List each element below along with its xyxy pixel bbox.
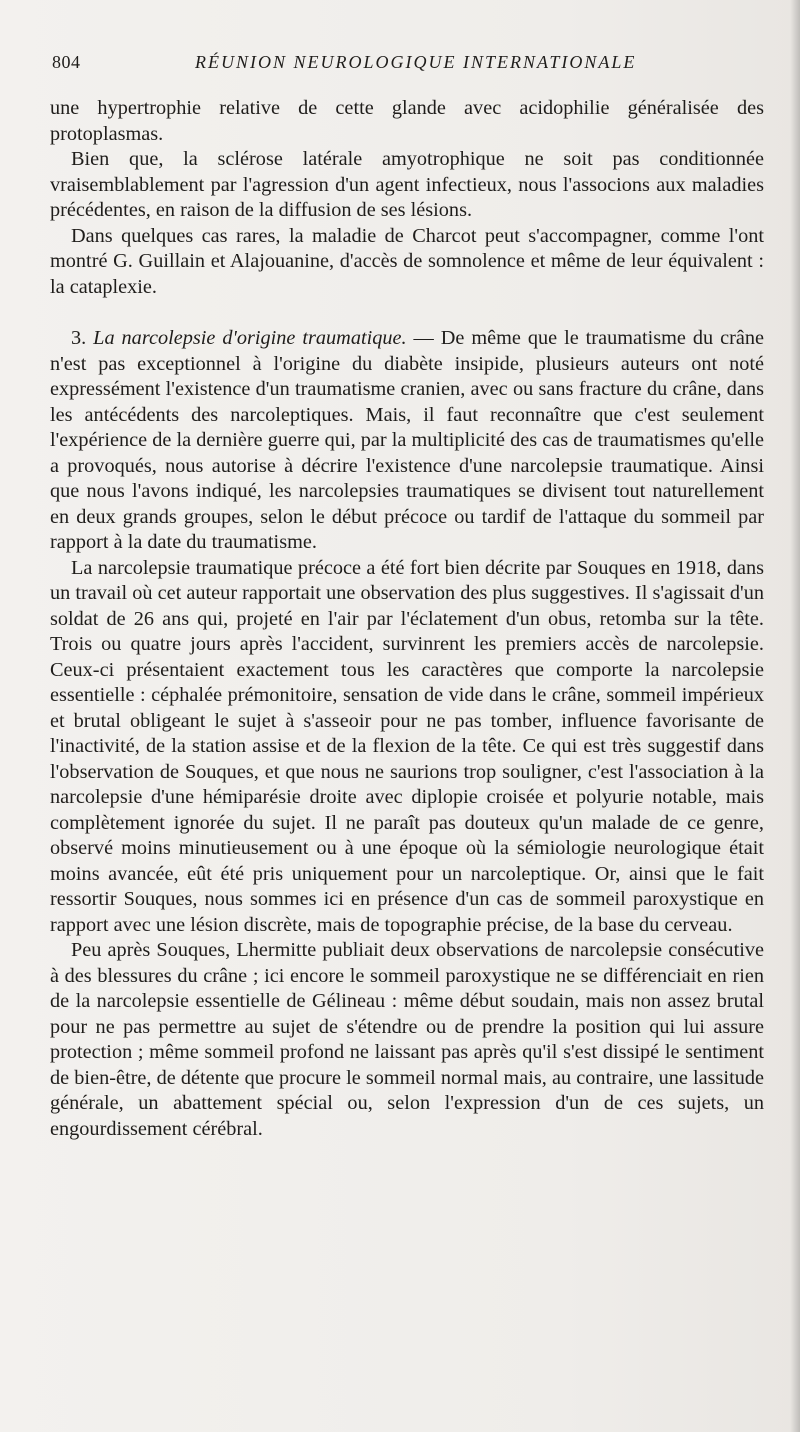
section-number: 3.: [71, 327, 87, 349]
paragraph-5: La narcolepsie traumatique précoce a été fort bien décrite par Souques en 1918, dans un travail où cet auteur rapportait une observation des plus suggestives. Il s'agissait d'un soldat de 26 ans qui, projeté en l'air par l'éclatement d'un obus, retomba sur la tête. Trois ou quatre jours après l'accident, survinrent les premiers accès de narcolepsie. Ceux-ci présentaient exactement tous les caractères que comporte la narcolepsie essentielle : céphalée prémonitoire, sensation de vide dans le crâne, sommeil impérieux et brutal obligeant le sujet à s'asseoir pour ne pas tomber, influence favorisante de l'inactivité, de la station assise et de la flexion de la tête. Ce qui est très suggestif dans l'observation de Souques, et que nous ne saurions trop souligner, c'est l'association à la narcolepsie d'une hémiparésie droite avec diplopie croisée et polyurie notable, mais complètement ignorée du sujet. Il ne paraît pas douteux qu'un malade de ce genre, observé moins minutieusement ou à une époque où la sémiologie neurologique était moins avancée, eût été pris uniquement pour un narcoleptique. Or, ainsi que le fait ressortir Souques, nous sommes ici en présence d'un cas de sommeil paroxystique en rapport avec une lésion discrète, mais de topographie précise, de la base du cerveau.: [50, 556, 764, 936]
body-text: [50, 96, 764, 1142]
section-3-paragraph: [50, 326, 764, 556]
page-header: [50, 52, 764, 88]
page-edge-shadow: [790, 0, 800, 1432]
paragraph-3: Dans quelques cas rares, la maladie de Charcot peut s'accompagner, comme l'ont montré G. Guillain et Alajouanine, d'accès de somnolence et même de leur équivalent : la cataplexie.: [50, 224, 764, 298]
page-number: 804: [52, 52, 81, 72]
section-text: — De même que le traumatisme du crâne n'est pas exceptionnel à l'origine du diabète insipide, plusieurs auteurs ont noté expressément l'existence d'un traumatisme cranien, avec ou sans fracture du crâne, dans les antécédents des narcoleptiques. Mais, il faut reconnaître que c'est seulement l'expérience de la dernière guerre qui, par la multiplicité des cas de traumatismes qu'elle a provoqués, nous autorise à décrire l'existence d'une narcolepsie traumatique. Ainsi que nous l'avons indiqué, les narcolepsies traumatiques se divisent tout naturellement en deux grands groupes, selon le début précoce ou tardif de l'attaque du sommeil par rapport à la date du traumatisme.: [50, 327, 764, 553]
paragraph-2: Bien que, la sclérose latérale amyotrophique ne soit pas conditionnée vraisemblablement par l'agression d'un agent infectieux, nous l'associons aux maladies précédentes, en raison de la diffusion de ses lésions.: [50, 148, 764, 221]
paragraph-1: une hypertrophie relative de cette glande avec acidophilie généralisée des protoplasmas.: [50, 97, 764, 145]
section-title: La narcolepsie d'origine traumatique.: [93, 327, 407, 349]
paragraph-6: Peu après Souques, Lhermitte publiait deux observations de narcolepsie consécutive à des blessures du crâne ; ici encore le sommeil paroxystique ne se différenciait en rien de la narcolepsie essentielle de Gélineau : même début soudain, mais non assez brutal pour ne pas permettre au sujet de s'étendre ou de prendre la position qui lui assure protection ; même sommeil profond ne laissant pas après qu'il s'est dissipé le sentiment de bien-être, de détente que procure le sommeil normal mais, au contraire, une lassitude générale, un abattement spécial ou, selon l'expression d'un de ces sujets, un engourdissement cérébral.: [50, 939, 764, 1140]
running-head: RÉUNION NEUROLOGIQUE INTERNATIONALE: [195, 52, 637, 72]
